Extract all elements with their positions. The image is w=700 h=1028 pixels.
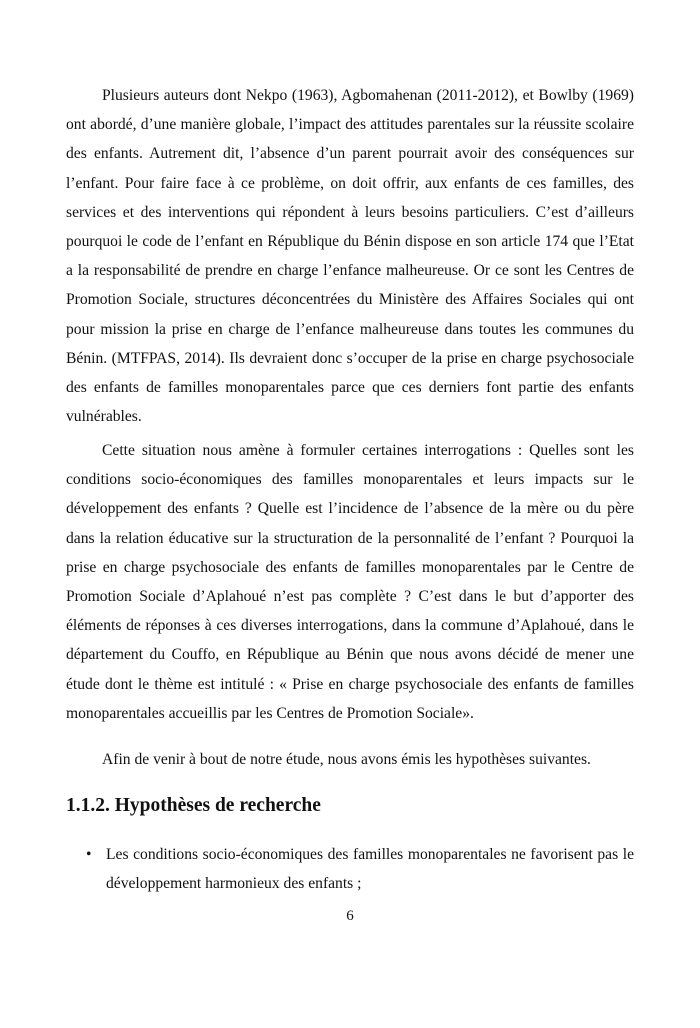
body-paragraph-2 <box>66 436 634 728</box>
paragraph-text: Cette situation nous amène à formuler certaines interrogations : Quelles sont les conditions socio-économiques des familles monoparentales et leurs impacts sur le développement des enfants ? Quelle est l’incidence de l’absence de la mère ou du père dans la relation éducative sur la structuration de la personnalité de l’enfant ? Pourquoi la prise en charge psychosociale des enfants de familles monoparentales par le Centre de Promotion Sociale d’Aplahoué n’est pas complète ? C’est dans le but d’apporter des éléments de réponses à ces diverses interrogations, dans la commune d’Aplahoué, dans le département du Couffo, en République au Bénin que nous avons décidé de mener une étude dont le thème est intitulé : « Prise en charge psychosociale des enfants de familles monoparentales accueillis par les Centres de Promotion Sociale». <box>66 442 634 722</box>
body-paragraph-3 <box>66 745 634 774</box>
list-item-text: Les conditions socio-économiques des familles monoparentales ne favorisent pas le développement harmonieux des enfants ; <box>106 846 634 893</box>
paragraph-text: Plusieurs auteurs dont Nekpo (1963), Agbomahenan (2011-2012), et Bowlby (1969) ont abordé, d’une manière globale, l’impact des attitudes parentales sur la réussite scolaire des enfants. Autrement dit, l’absence d’un parent pourrait avoir des conséquences sur l’enfant. Pour faire face à ce problème, on doit offrir, aux enfants de ces familles, des services et des interventions qui répondent à leurs besoins particuliers. C’est d’ailleurs pourquoi le code de l’enfant en République du Bénin dispose en son article 174 que l’Etat a la responsabilité de prendre en charge l’enfance malheureuse. Or ce sont les Centres de Promotion Sociale, structures déconcentrées du Ministère des Affaires Sociales qui ont pour mission la prise en charge de l’enfance malheureuse dans toutes les communes du Bénin. (MTFPAS, 2014). Ils devraient donc s’occuper de la prise en charge psychosociale des enfants de familles monoparentales parce que ces derniers font partie des enfants vulnérables. <box>66 87 634 426</box>
page-number: 6 <box>346 908 354 924</box>
paragraph-text: Afin de venir à bout de notre étude, nous avons émis les hypothèses suivantes. <box>102 751 591 768</box>
body-paragraph-1 <box>66 81 634 431</box>
hypotheses-list <box>66 840 634 898</box>
list-item <box>66 840 634 898</box>
bullet-icon: • <box>86 846 92 863</box>
section-heading: 1.1.2. Hypothèses de recherche <box>66 795 321 816</box>
